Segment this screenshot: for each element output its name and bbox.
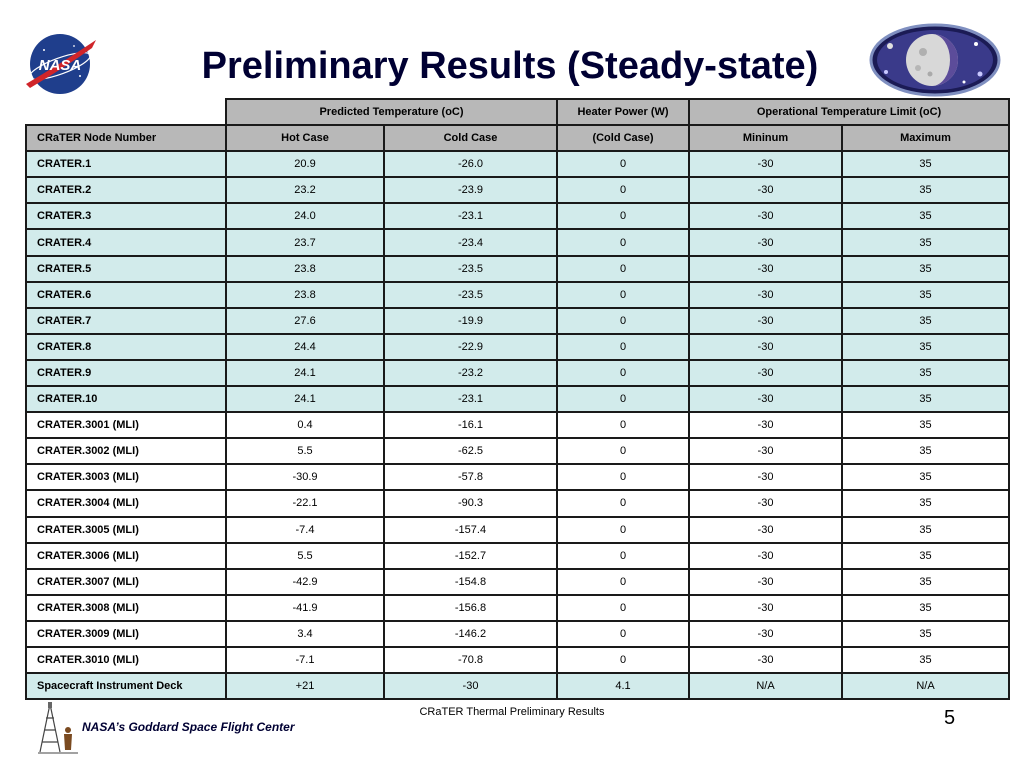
hot-case-cell: -7.4 [226, 517, 384, 543]
nasa-logo-text: NASA [38, 57, 82, 74]
minimum-cell: -30 [689, 334, 842, 360]
hot-case-cell: -22.1 [226, 490, 384, 516]
cold-case-cell: -157.4 [384, 517, 557, 543]
minimum-cell: -30 [689, 464, 842, 490]
heater-power-cell: 0 [557, 308, 689, 334]
minimum-cell: -30 [689, 177, 842, 203]
hot-case-cell: 24.4 [226, 334, 384, 360]
cold-case-cell: -154.8 [384, 569, 557, 595]
table-row [26, 490, 1009, 516]
cold-case-cell: -30 [384, 673, 557, 699]
hot-case-cell: 24.1 [226, 360, 384, 386]
minimum-cell: N/A [689, 673, 842, 699]
header-hot-case: Hot Case [226, 125, 384, 151]
heater-power-cell: 0 [557, 360, 689, 386]
maximum-cell: 35 [842, 490, 1009, 516]
table-row [26, 334, 1009, 360]
hot-case-cell: 5.5 [226, 438, 384, 464]
heater-power-cell: 0 [557, 490, 689, 516]
table-row [26, 151, 1009, 177]
minimum-cell: -30 [689, 517, 842, 543]
maximum-cell: 35 [842, 151, 1009, 177]
header-maximum: Maximum [842, 125, 1009, 151]
cold-case-cell: -156.8 [384, 595, 557, 621]
hot-case-cell: 3.4 [226, 621, 384, 647]
heater-power-cell: 0 [557, 203, 689, 229]
maximum-cell: 35 [842, 203, 1009, 229]
cold-case-cell: -152.7 [384, 543, 557, 569]
nasa-logo [20, 30, 100, 98]
node-cell: CRATER.6 [26, 282, 226, 308]
hot-case-cell: -30.9 [226, 464, 384, 490]
node-cell: CRATER.4 [26, 229, 226, 255]
heater-power-cell: 0 [557, 569, 689, 595]
node-cell: CRATER.3 [26, 203, 226, 229]
hot-case-cell: 23.7 [226, 229, 384, 255]
table-row [26, 203, 1009, 229]
heater-power-cell: 0 [557, 282, 689, 308]
page-number: 5 [944, 707, 956, 729]
table-row [26, 412, 1009, 438]
minimum-cell: -30 [689, 412, 842, 438]
node-cell: CRATER.3007 (MLI) [26, 569, 226, 595]
footer-center-text: CRaTER Thermal Preliminary Results [419, 706, 605, 718]
maximum-cell: 35 [842, 543, 1009, 569]
table-row [26, 360, 1009, 386]
gsfc-tower-icon [34, 700, 82, 756]
node-cell: CRATER.3010 (MLI) [26, 647, 226, 673]
heater-power-cell: 0 [557, 151, 689, 177]
table-row [26, 282, 1009, 308]
table-row [26, 569, 1009, 595]
cold-case-cell: -23.5 [384, 282, 557, 308]
maximum-cell: 35 [842, 308, 1009, 334]
hot-case-cell: 5.5 [226, 543, 384, 569]
maximum-cell: 35 [842, 595, 1009, 621]
maximum-cell: 35 [842, 621, 1009, 647]
maximum-cell: 35 [842, 177, 1009, 203]
header-operational-limit: Operational Temperature Limit (oC) [689, 99, 1009, 125]
page-title: Preliminary Results (Steady-state) [201, 45, 819, 87]
table-row [26, 517, 1009, 543]
minimum-cell: -30 [689, 569, 842, 595]
hot-case-cell: -42.9 [226, 569, 384, 595]
results-table [25, 98, 1010, 700]
cold-case-cell: -23.2 [384, 360, 557, 386]
heater-power-cell: 0 [557, 595, 689, 621]
heater-power-cell: 0 [557, 543, 689, 569]
header-heater-power: Heater Power (W) [557, 99, 689, 125]
maximum-cell: 35 [842, 282, 1009, 308]
table-row [26, 464, 1009, 490]
hot-case-cell: 24.0 [226, 203, 384, 229]
table-row [26, 308, 1009, 334]
hot-case-cell: 24.1 [226, 386, 384, 412]
heater-power-cell: 0 [557, 256, 689, 282]
cold-case-cell: -23.4 [384, 229, 557, 255]
table-row [26, 177, 1009, 203]
node-cell: CRATER.8 [26, 334, 226, 360]
table-row [26, 543, 1009, 569]
minimum-cell: -30 [689, 621, 842, 647]
heater-power-cell: 0 [557, 621, 689, 647]
hot-case-cell: 23.8 [226, 282, 384, 308]
cold-case-cell: -19.9 [384, 308, 557, 334]
minimum-cell: -30 [689, 282, 842, 308]
table-row [26, 438, 1009, 464]
footer-org: NASA’s Goddard Space Flight Center [82, 720, 295, 734]
minimum-cell: -30 [689, 360, 842, 386]
cold-case-cell: -26.0 [384, 151, 557, 177]
hot-case-cell: 0.4 [226, 412, 384, 438]
heater-power-cell: 0 [557, 386, 689, 412]
cold-case-cell: -23.1 [384, 386, 557, 412]
maximum-cell: 35 [842, 360, 1009, 386]
hot-case-cell: 23.2 [226, 177, 384, 203]
hot-case-cell: +21 [226, 673, 384, 699]
table-row [26, 673, 1009, 699]
minimum-cell: -30 [689, 203, 842, 229]
minimum-cell: -30 [689, 229, 842, 255]
maximum-cell: 35 [842, 386, 1009, 412]
maximum-cell: 35 [842, 647, 1009, 673]
node-cell: CRATER.3004 (MLI) [26, 490, 226, 516]
node-cell: CRATER.3003 (MLI) [26, 464, 226, 490]
hot-case-cell: -41.9 [226, 595, 384, 621]
header-minimum: Mininum [689, 125, 842, 151]
hot-case-cell: 20.9 [226, 151, 384, 177]
header-predicted-temperature: Predicted Temperature (oC) [226, 99, 557, 125]
heater-power-cell: 0 [557, 334, 689, 360]
header-row-sub [26, 125, 1009, 151]
heater-power-cell: 0 [557, 412, 689, 438]
minimum-cell: -30 [689, 490, 842, 516]
heater-power-cell: 0 [557, 647, 689, 673]
cold-case-cell: -57.8 [384, 464, 557, 490]
cold-case-cell: -23.1 [384, 203, 557, 229]
cold-case-cell: -146.2 [384, 621, 557, 647]
minimum-cell: -30 [689, 647, 842, 673]
maximum-cell: 35 [842, 569, 1009, 595]
header-cold-case: Cold Case [384, 125, 557, 151]
cold-case-cell: -70.8 [384, 647, 557, 673]
cold-case-cell: -23.9 [384, 177, 557, 203]
heater-power-cell: 0 [557, 229, 689, 255]
node-cell: CRATER.10 [26, 386, 226, 412]
maximum-cell: 35 [842, 517, 1009, 543]
node-cell: CRATER.7 [26, 308, 226, 334]
table-row [26, 647, 1009, 673]
cold-case-cell: -90.3 [384, 490, 557, 516]
minimum-cell: -30 [689, 308, 842, 334]
header-blank-cell [26, 99, 226, 125]
node-cell: Spacecraft Instrument Deck [26, 673, 226, 699]
heater-power-cell: 0 [557, 177, 689, 203]
node-cell: CRATER.5 [26, 256, 226, 282]
node-cell: CRATER.3005 (MLI) [26, 517, 226, 543]
hot-case-cell: 27.6 [226, 308, 384, 334]
maximum-cell: 35 [842, 256, 1009, 282]
maximum-cell: 35 [842, 334, 1009, 360]
minimum-cell: -30 [689, 595, 842, 621]
header-cold-case-paren: (Cold Case) [557, 125, 689, 151]
heater-power-cell: 0 [557, 438, 689, 464]
header-row-top [26, 99, 1009, 125]
node-cell: CRATER.3008 (MLI) [26, 595, 226, 621]
maximum-cell: 35 [842, 438, 1009, 464]
node-cell: CRATER.3006 (MLI) [26, 543, 226, 569]
maximum-cell: 35 [842, 412, 1009, 438]
minimum-cell: -30 [689, 543, 842, 569]
node-cell: CRATER.3001 (MLI) [26, 412, 226, 438]
minimum-cell: -30 [689, 256, 842, 282]
table-row [26, 595, 1009, 621]
cold-case-cell: -62.5 [384, 438, 557, 464]
header-node-number: CRaTER Node Number [26, 125, 226, 151]
node-cell: CRATER.3009 (MLI) [26, 621, 226, 647]
minimum-cell: -30 [689, 386, 842, 412]
minimum-cell: -30 [689, 438, 842, 464]
node-cell: CRATER.2 [26, 177, 226, 203]
heater-power-cell: 0 [557, 517, 689, 543]
cold-case-cell: -23.5 [384, 256, 557, 282]
maximum-cell: 35 [842, 464, 1009, 490]
hot-case-cell: -7.1 [226, 647, 384, 673]
cold-case-cell: -22.9 [384, 334, 557, 360]
table-row [26, 386, 1009, 412]
table-row [26, 256, 1009, 282]
cold-case-cell: -16.1 [384, 412, 557, 438]
table-row [26, 229, 1009, 255]
minimum-cell: -30 [689, 151, 842, 177]
hot-case-cell: 23.8 [226, 256, 384, 282]
node-cell: CRATER.1 [26, 151, 226, 177]
crater-logo [868, 22, 1002, 98]
node-cell: CRATER.9 [26, 360, 226, 386]
table-row [26, 621, 1009, 647]
node-cell: CRATER.3002 (MLI) [26, 438, 226, 464]
maximum-cell: N/A [842, 673, 1009, 699]
heater-power-cell: 0 [557, 464, 689, 490]
maximum-cell: 35 [842, 229, 1009, 255]
heater-power-cell: 4.1 [557, 673, 689, 699]
